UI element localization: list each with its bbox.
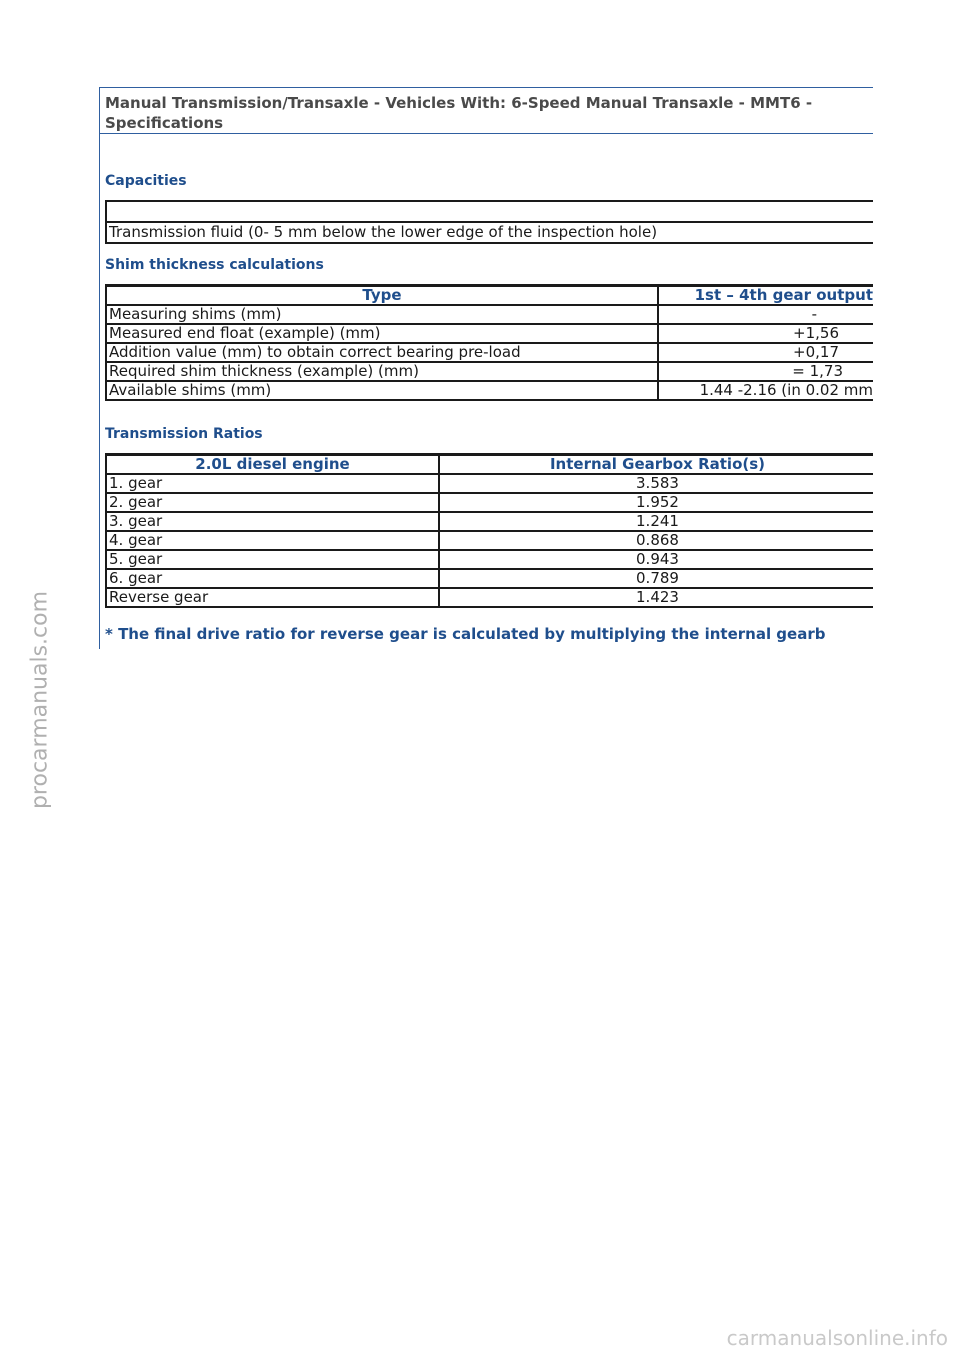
- table-cell: = 1,73: [658, 362, 873, 381]
- column-header: Type: [106, 286, 658, 306]
- shim-table: [105, 284, 873, 401]
- table-cell: 1.952: [439, 493, 873, 512]
- capacities-table: [105, 200, 873, 244]
- table-cell: Transmission fluid (0- 5 mm below the lower edge of the inspection hole): [106, 222, 873, 243]
- table-cell: 5. gear: [106, 550, 439, 569]
- table-cell: 3. gear: [106, 512, 439, 531]
- table-row: [106, 222, 873, 243]
- table-cell: 1.241: [439, 512, 873, 531]
- title-divider: [100, 133, 873, 134]
- table-row: [106, 362, 873, 381]
- table-cell: Measured end float (example) (mm): [106, 324, 658, 343]
- table-cell: 1.423: [439, 588, 873, 607]
- table-cell: 0.943: [439, 550, 873, 569]
- table-row: [106, 531, 873, 550]
- table-row: [106, 550, 873, 569]
- table-row: [106, 381, 873, 400]
- table-cell: Reverse gear: [106, 588, 439, 607]
- table-row: [106, 512, 873, 531]
- ratios-heading: Transmission Ratios: [105, 426, 263, 442]
- table-cell: Measuring shims (mm): [106, 305, 658, 324]
- table-row: [106, 324, 873, 343]
- page-title: Manual Transmission/Transaxle - Vehicles With: 6-Speed Manual Transaxle - MMT6 - Specifications: [105, 94, 813, 132]
- column-header: Internal Gearbox Ratio(s): [439, 455, 873, 475]
- table-cell: 0.868: [439, 531, 873, 550]
- table-row: [106, 305, 873, 324]
- table-cell: 1.44 -2.16 (in 0.02 mm: [658, 381, 873, 400]
- table-cell: 3.583: [439, 474, 873, 493]
- table-cell: 0.789: [439, 569, 873, 588]
- capacities-heading: Capacities: [105, 173, 187, 189]
- table-cell: Addition value (mm) to obtain correct bearing pre-load: [106, 343, 658, 362]
- table-cell: -: [658, 305, 873, 324]
- table-cell: [106, 201, 873, 222]
- table-cell: 6. gear: [106, 569, 439, 588]
- table-cell: 1. gear: [106, 474, 439, 493]
- ratios-table: [105, 453, 873, 608]
- table-row: [106, 493, 873, 512]
- table-row: [106, 474, 873, 493]
- table-cell: Required shim thickness (example) (mm): [106, 362, 658, 381]
- table-row: [106, 588, 873, 607]
- table-cell: +0,17: [658, 343, 873, 362]
- side-watermark: procarmanuals.com: [27, 590, 53, 810]
- table-cell: Available shims (mm): [106, 381, 658, 400]
- table-cell: +1,56: [658, 324, 873, 343]
- shim-heading: Shim thickness calculations: [105, 257, 324, 273]
- table-row: [106, 343, 873, 362]
- table-row: [106, 201, 873, 222]
- footer-watermark: carmanualsonline.info: [726, 1326, 948, 1350]
- column-header: 2.0L diesel engine: [106, 455, 439, 475]
- table-row: [106, 569, 873, 588]
- table-cell: 4. gear: [106, 531, 439, 550]
- reverse-gear-note: * The final drive ratio for reverse gear is calculated by multiplying the internal gearb: [105, 625, 826, 643]
- table-cell: 2. gear: [106, 493, 439, 512]
- document-frame: [99, 87, 873, 649]
- column-header: 1st – 4th gear output: [658, 286, 873, 306]
- table-header-row: [106, 455, 873, 475]
- table-header-row: [106, 286, 873, 306]
